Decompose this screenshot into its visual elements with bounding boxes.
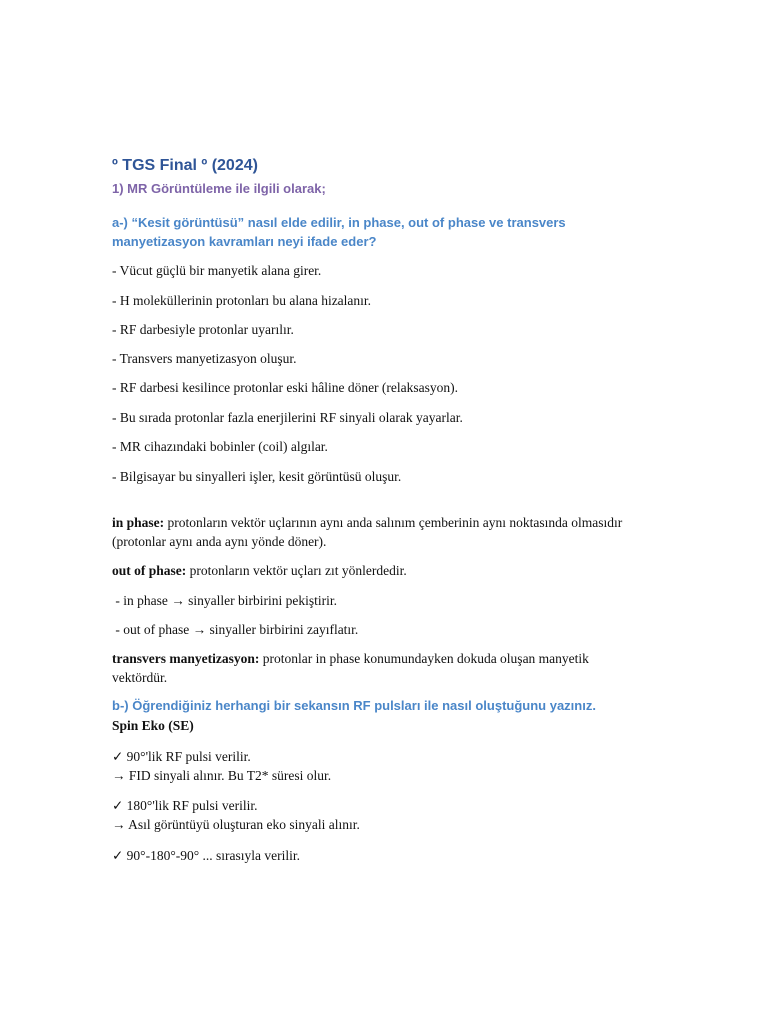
sequence-name: Spin Eko (SE) [112,718,194,733]
in-phase-text: protonların vektör uçlarının aynı anda salınım çemberinin aynı noktasında olmasıdır (protonlar aynı anda aynı yönde döner). [112,515,623,549]
in-phase-definition [112,514,642,551]
question-a-heading: a-) “Kesit görüntüsü” nasıl elde edilir, in phase, out of phase ve transvers manyetizasyon kavramları neyi ifade eder? [112,215,566,249]
se-step: → Asıl görüntüyü oluşturan eko sinyali alınır. [112,817,360,832]
transvers-text: protonlar in phase konumundayken dokuda oluşan manyetik vektördür. [112,651,589,685]
step-item: - Vücut güçlü bir manyetik alana girer. [112,263,322,278]
se-step: ✓ 90°-180°-90° ... sırasıyla verilir. [112,848,300,863]
step-item: - Bilgisayar bu sinyalleri işler, kesit görüntüsü oluşur. [112,469,402,484]
step-item: - H moleküllerinin protonları bu alana hizalanır. [112,293,372,308]
se-step: ✓ 180°'lik RF pulsi verilir. [112,798,258,813]
question-b-heading: b-) Öğrendiğiniz herhangi bir sekansın RF pulsları ile nasıl oluştuğunu yazınız. [112,698,596,713]
step-item: - Transvers manyetizasyon oluşur. [112,351,297,366]
step-item: - MR cihazındaki bobinler (coil) algılar. [112,439,328,454]
question-1-heading: 1) MR Görüntüleme ile ilgili olarak; [112,181,326,196]
phase-note: - in phase → sinyaller birbirini pekiştirir. [112,593,337,608]
document-title: º TGS Final º (2024) [112,157,258,174]
transvers-term: transvers manyetizasyon: [112,651,260,666]
se-step: → FID sinyali alınır. Bu T2* süresi olur. [112,768,332,783]
se-step: ✓ 90°'lik RF pulsi verilir. [112,749,251,764]
phase-note: - out of phase → sinyaller birbirini zayıflatır. [112,622,359,637]
step-item: - RF darbesiyle protonlar uyarılır. [112,322,294,337]
transvers-definition [112,650,642,687]
out-of-phase-text: protonların vektör uçları zıt yönlerdedir. [186,563,407,578]
step-item: - Bu sırada protonlar fazla enerjilerini RF sinyali olarak yayarlar. [112,410,463,425]
out-of-phase-term: out of phase: [112,563,187,578]
step-item: - RF darbesi kesilince protonlar eski hâline döner (relaksasyon). [112,380,459,395]
in-phase-term: in phase: [112,515,165,530]
out-of-phase-definition [112,562,407,580]
